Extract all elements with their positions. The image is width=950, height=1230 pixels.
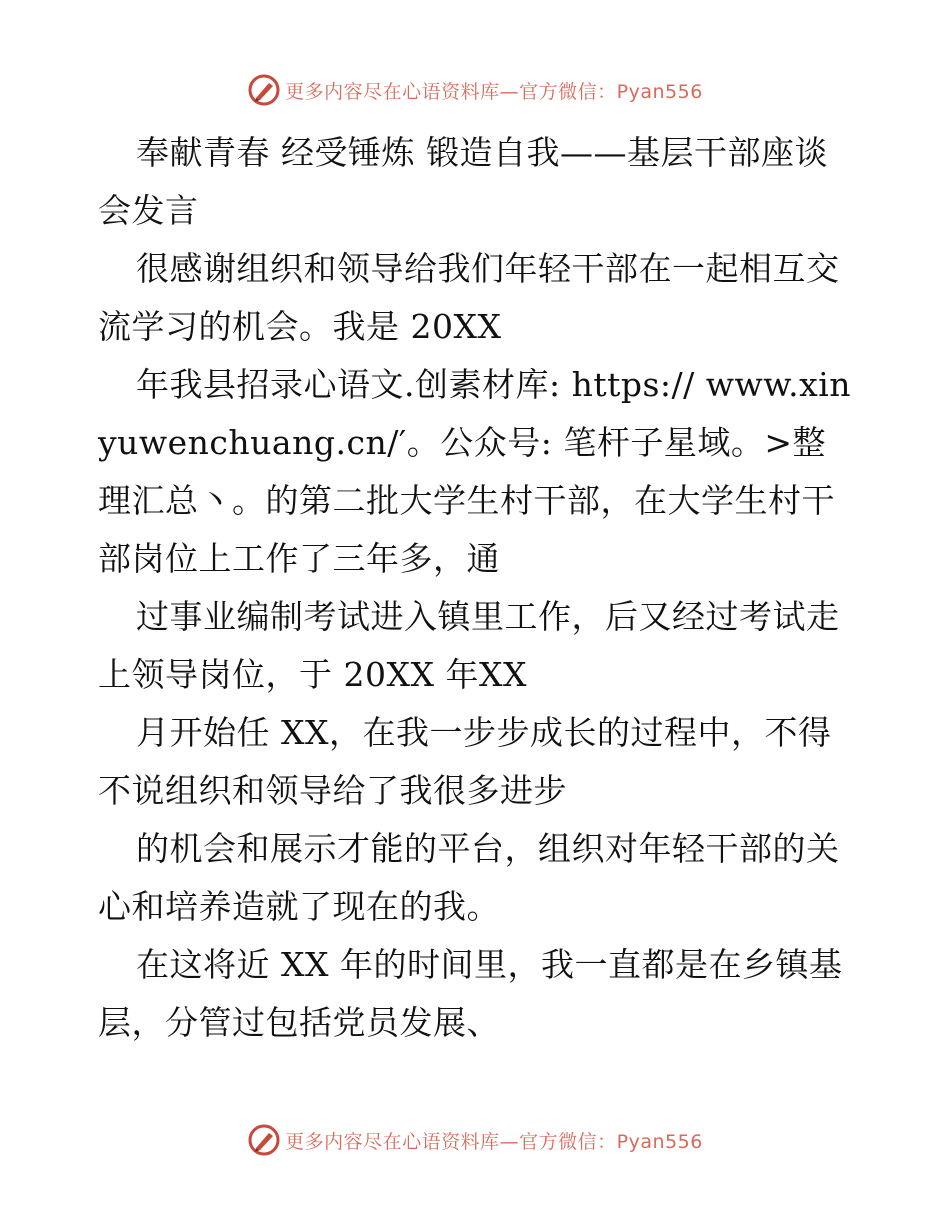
pen-logo-icon xyxy=(247,1123,281,1157)
footer-banner xyxy=(0,1120,950,1160)
paragraph: 月开始任 XX，在我一步步成长的过程中，不得不说组织和领导给了我很多进步 xyxy=(98,713,832,810)
header-banner-text: 更多内容尽在心语资料库—官方微信：Pyan556 xyxy=(285,80,703,103)
document-title: 奉献青春 经受锤炼 锻造自我——基层干部座谈会发言 xyxy=(98,133,828,230)
footer-banner-text: 更多内容尽在心语资料库—官方微信：Pyan556 xyxy=(285,1130,703,1153)
paragraph: 过事业编制考试进入镇里工作，后又经过考试走上领导岗位，于 20XX 年XX xyxy=(98,597,840,694)
paragraph: 在这将近 XX 年的时间里，我一直都是在乡镇基层，分管过包括党员发展、 xyxy=(98,945,843,1042)
paragraph: 的机会和展示才能的平台，组织对年轻干部的关心和培养造就了现在的我。 xyxy=(98,829,840,926)
paragraph: 很感谢组织和领导给我们年轻干部在一起相互交流学习的机会。我是 20XX xyxy=(98,249,840,346)
document-body xyxy=(98,124,858,1052)
paragraph: 年我县招录心语文.创素材库: https:// www.xinyuwenchuang.cn/′。公众号: 笔杆子星域。>整理汇总丶。的第二批大学生村干部，在大学生村干部岗位上工作了三年多，通 xyxy=(98,365,852,578)
pen-logo-icon xyxy=(247,73,281,107)
header-banner xyxy=(0,70,950,110)
